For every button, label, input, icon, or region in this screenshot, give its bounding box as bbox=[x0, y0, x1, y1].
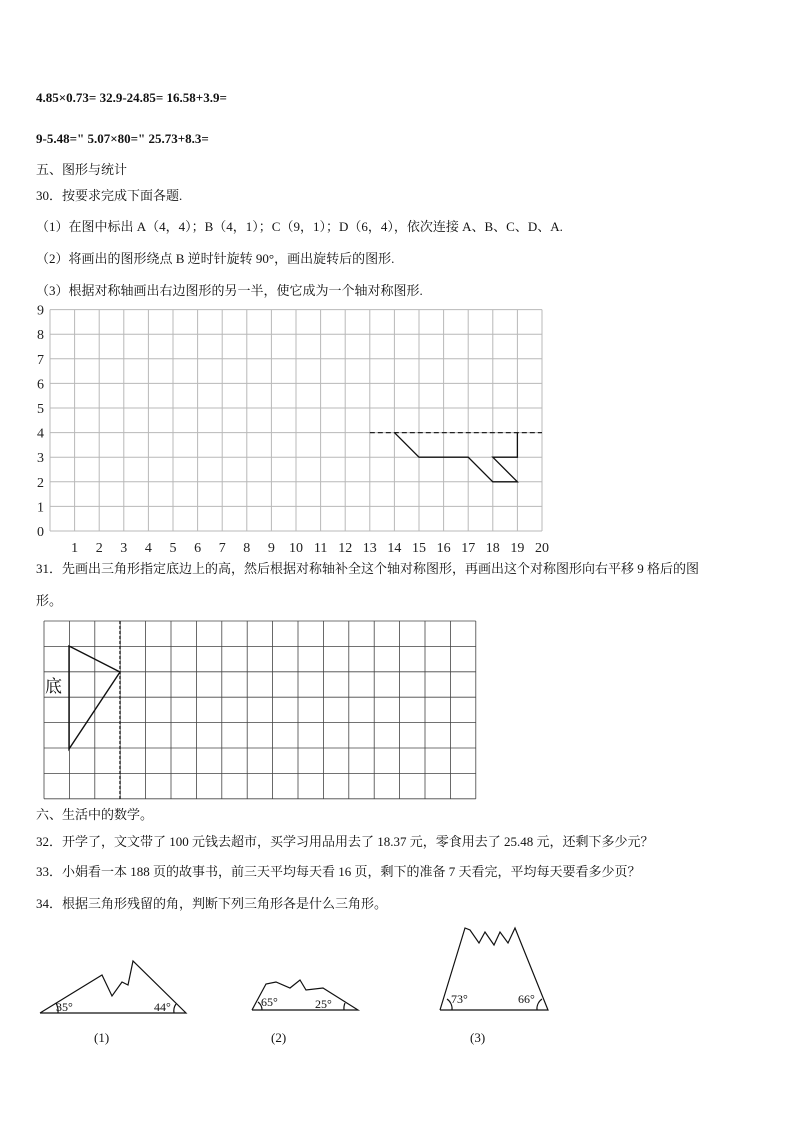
x-tick-label: 9 bbox=[267, 541, 275, 556]
y-tick-label: 8 bbox=[37, 328, 44, 344]
x-tick-label: 17 bbox=[461, 541, 476, 556]
triangle-1-right-angle: 44° bbox=[154, 1000, 171, 1014]
y-tick-label: 1 bbox=[37, 500, 44, 516]
q31-text-2: 形。 bbox=[36, 593, 63, 608]
y-tick-label: 3 bbox=[37, 451, 44, 467]
q30-part2: （2）将画出的图形绕点 B 逆时针旋转 90°，画出旋转后的图形. bbox=[36, 251, 395, 266]
section-5-title: 五、图形与统计 bbox=[36, 162, 128, 177]
x-tick-label: 10 bbox=[289, 541, 303, 556]
x-tick-label: 19 bbox=[510, 541, 525, 556]
y-tick-label: 0 bbox=[37, 525, 44, 540]
y-tick-label: 6 bbox=[37, 377, 44, 393]
x-tick-label: 11 bbox=[313, 541, 328, 556]
x-tick-label: 13 bbox=[362, 541, 377, 556]
x-tick-label: 15 bbox=[412, 541, 426, 556]
triangle-3-label: (3) bbox=[470, 1030, 486, 1045]
q34-text: 34．根据三角形残留的角，判断下列三角形各是什么三角形。 bbox=[36, 896, 388, 911]
x-tick-label: 4 bbox=[144, 541, 152, 556]
x-tick-label: 3 bbox=[120, 541, 128, 556]
triangle-2-right-angle: 25° bbox=[315, 997, 332, 1011]
half-figure-outline bbox=[394, 433, 517, 482]
x-tick-label: 14 bbox=[387, 541, 402, 556]
x-tick-label: 6 bbox=[194, 541, 202, 556]
calc-line-1: 4.85×0.73= 32.9-24.85= 16.58+3.9= bbox=[36, 90, 227, 105]
triangle-2 bbox=[252, 980, 358, 1011]
x-tick-label: 20 bbox=[535, 541, 549, 556]
x-tick-label: 1 bbox=[71, 541, 79, 556]
x-tick-label: 5 bbox=[169, 541, 177, 556]
y-tick-label: 9 bbox=[37, 303, 44, 319]
calc-line-2: 9-5.48=" 5.07×80=" 25.73+8.3= bbox=[36, 131, 209, 146]
x-tick-label: 18 bbox=[485, 541, 500, 556]
y-tick-label: 7 bbox=[37, 352, 44, 368]
q31-text-1: 31．先画出三角形指定底边上的高，然后根据对称轴补全这个轴对称图形，再画出这个对称图形向右平移 9 格后的图 bbox=[36, 561, 700, 576]
section-6-title: 六、生活中的数学。 bbox=[36, 807, 154, 822]
q30-part3: （3）根据对称轴画出右边图形的另一半，使它成为一个轴对称图形. bbox=[36, 283, 423, 298]
x-tick-label: 2 bbox=[95, 541, 103, 556]
triangle-1 bbox=[40, 961, 186, 1014]
q31-base-label: 底 bbox=[45, 677, 62, 696]
x-tick-label: 7 bbox=[218, 541, 226, 556]
triangle-3-left-angle: 73° bbox=[451, 992, 468, 1006]
triangle-3-right-angle: 66° bbox=[518, 992, 535, 1006]
q32-text: 32．开学了，文文带了 100 元钱去超市，买学习用品用去了 18.37 元，零食用去了 25.48 元，还剩下多少元？ bbox=[36, 834, 654, 849]
triangle-2-left-angle: 65° bbox=[261, 995, 278, 1009]
y-tick-label: 4 bbox=[37, 426, 44, 442]
x-tick-label: 8 bbox=[243, 541, 251, 556]
q31-triangle bbox=[69, 646, 120, 749]
q30-title: 30．按要求完成下面各题. bbox=[36, 188, 183, 203]
triangle-1-left-angle: 35° bbox=[56, 1000, 73, 1014]
y-tick-label: 2 bbox=[37, 475, 44, 491]
triangle-2-label: (2) bbox=[271, 1030, 287, 1045]
y-tick-label: 5 bbox=[37, 402, 44, 417]
q33-text: 33．小娟看一本 188 页的故事书，前三天平均每天看 16 页，剩下的准备 7 天看完，平均每天要看多少页？ bbox=[36, 864, 641, 879]
triangle-1-label: (1) bbox=[94, 1030, 110, 1045]
x-tick-label: 12 bbox=[338, 541, 353, 556]
q30-part1: （1）在图中标出 A（4，4）；B（4，1）；C（9，1）；D（6，4），依次连接 A、B、C、D、A. bbox=[36, 219, 563, 234]
x-tick-label: 16 bbox=[436, 541, 451, 556]
triangle-3 bbox=[440, 928, 548, 1010]
